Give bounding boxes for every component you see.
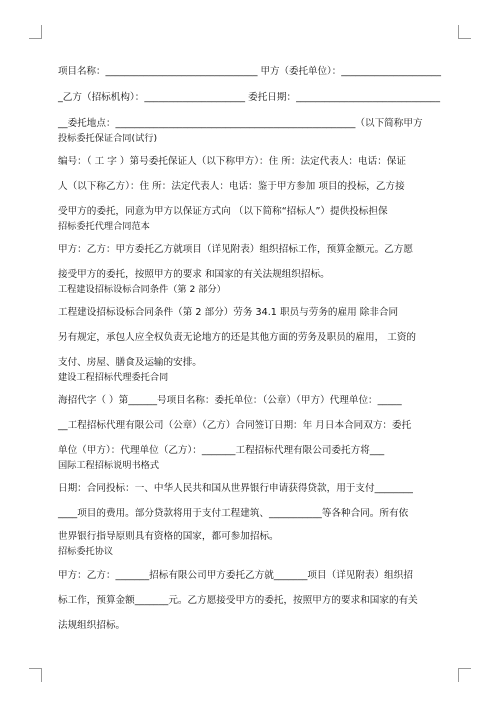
section-heading: 投标委托保证合同(试行) bbox=[58, 133, 158, 144]
section-heading: 国际工程招标说明书格式 bbox=[58, 460, 160, 471]
section-heading: 建设工程招标代理委托合同 bbox=[58, 372, 169, 383]
text-line: 日期：合同投标：一、中华人民共和国从世界银行申请获得贷款，用于支付________ bbox=[58, 483, 413, 494]
text-line: 法规组织招标。 bbox=[58, 620, 126, 631]
section-heading: 招标委托协议 bbox=[58, 546, 114, 557]
text-line: 接受甲方的委托，按照甲方的要求 和国家的有关法规组织招标。 bbox=[58, 269, 330, 280]
crop-mark-bottom-left-vertical bbox=[41, 668, 42, 682]
text-line: 世界银行指导原则具有资格的国家，都可参加招标。 bbox=[58, 531, 279, 542]
text-line: __委托地点：__________________________________________________（以下简称甲方 bbox=[58, 118, 423, 129]
crop-mark-top-right-vertical bbox=[458, 25, 459, 39]
text-line: 单位（甲方）：代理单位（乙方）：_______工程招标代理有限公司委托方将___ bbox=[58, 445, 385, 456]
text-line: _乙方（招标机构）：_____________________ 委托日期：______________________________ bbox=[58, 92, 440, 103]
crop-mark-top-left-vertical bbox=[41, 25, 42, 39]
text-line: ____项目的费用。部分贷款将用于支付工程建筑、___________等各种合同。所有依 bbox=[58, 508, 409, 519]
text-line: 海招代字（ ）第______号项目名称：委托单位：（公章）（甲方）代理单位：_____ bbox=[58, 395, 402, 406]
crop-mark-bottom-right-vertical bbox=[458, 668, 459, 682]
text-line: 甲方：乙方：_______招标有限公司甲方委托乙方就_______项目（详见附表）组织招 bbox=[58, 570, 413, 581]
text-line: 另有规定，承包人应全权负责无论地方的还是其他方面的劳务及职员的雇用， 工资的 bbox=[58, 332, 417, 343]
crop-mark-top-right-horizontal bbox=[458, 38, 471, 39]
text-line: __工程招标代理有限公司（公章）（乙方）合同签订日期：年 月日本合同双方：委托 bbox=[58, 420, 412, 431]
text-line: 编号：（ 工 字 ）第号委托保证人（以下称甲方）：住 所：法定代表人：电话：保证 bbox=[58, 156, 406, 167]
text-line: 受甲方的委托，同意为甲方以保证方式向 （以下简称“招标人”）提供投标担保 bbox=[58, 206, 388, 217]
text-line: 项目名称：________________________________ 甲方（委托单位）：_____________________ bbox=[58, 66, 442, 77]
text-line: 工程建设招标设标合同条件（第 2 部分）劳务 34.1 职员与劳务的雇用 除非合同 bbox=[58, 307, 399, 318]
section-heading: 工程建设招标设标合同条件（第 2 部分） bbox=[58, 284, 226, 295]
text-line: 支付、房屋、膳食及运输的安排。 bbox=[58, 357, 202, 368]
crop-mark-bottom-right-horizontal bbox=[458, 668, 471, 669]
section-heading: 招标委托代理合同范本 bbox=[58, 221, 150, 232]
text-line: 甲方：乙方：甲方委托乙方就项目（详见附表）组织招标工作，预算金额元。乙方愿 bbox=[58, 244, 413, 255]
text-line: 人（以下称乙方）：住 所：法定代表人：电话：鉴于甲方参加 项目的投标，乙方接 bbox=[58, 181, 405, 192]
text-line: 标工作，预算金额_______元。乙方愿接受甲方的委托，按照甲方的要求和国家的有关 bbox=[58, 595, 418, 606]
